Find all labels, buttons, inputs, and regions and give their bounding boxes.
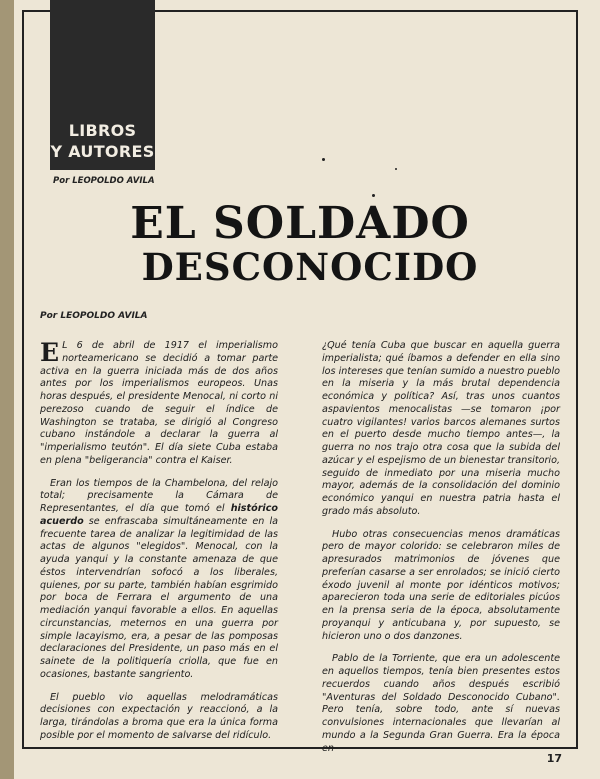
paragraph: Hubo otras consecuencias menos dramáticas pero de mayor colorido: se celebraron miles de apresurados matrimonios de jóvenes que preferían casarse a ser enrolados; se inició cierto éxodo juvenil al monte por idénticos motivos; aparecieron toda una serie de editoriales picúos en la prensa seria de la época, absolutamente proyanqui y anticubana y, por supuesto, se hicieron uno o dos danzones. — [322, 528, 560, 642]
binding-edge — [0, 0, 14, 779]
paragraph: ¿Qué tenía Cuba que buscar en aquella guerra imperialista; qué íbamos a defender en ella sino los intereses que tenían sumido a nuestro pueblo en la miseria y la más brutal dependencia económica y política? Así, tras unos cuantos aspavientos menocalistas —se tomaron ¡por cuatro vigilantes! varios barcos alemanes surtos en el puerto desde mucho tiempo antes—, la guerra no nos trajo otra cosa que la subida del azúcar y el espejismo de un bienestar transitorio, seguido de inmediato por una miseria mucho mayor, además de la consolidación del dominio económico yanqui en nuestra patria hasta el grado más absoluto. — [322, 340, 560, 517]
section-tab — [50, 0, 155, 170]
left-column — [40, 340, 278, 753]
emphasis-text: histórico acuerdo — [40, 503, 278, 527]
article-title-line-2: DESCONOCIDO — [141, 245, 479, 289]
article-byline: Por LEOPOLDO AVILA — [40, 311, 148, 321]
right-column — [322, 340, 560, 765]
section-line-2: Y AUTORES — [50, 142, 155, 161]
section-label — [50, 120, 155, 162]
paragraph: Pablo de la Torriente, que era un adolescente en aquellos tiempos, tenía bien presentes estos recuerdos cuando años después escribió "Aventuras del Soldado Desconocido Cubano". Pero tenía, sobre todo, ante sí nuevas convulsiones internacionales que llevarían al mundo a la Segunda Gran Guerra. Era la época en — [322, 653, 560, 754]
drop-cap: E — [40, 338, 60, 367]
ink-speck — [395, 168, 397, 170]
paragraph: El pueblo vio aquellas melodramáticas decisiones con expectación y reaccionó, a la larga, tirándolas a broma que era la única forma posible por el momento de salvarse del ridículo. — [40, 691, 278, 741]
section-line-1: LIBROS — [68, 121, 137, 140]
page-number: 17 — [546, 752, 562, 765]
paragraph-text: se enfrascaba simultáneamente en la frecuente tarea de analizar la legitimidad de las actas de algunos "elegidos". Menocal, con la ayuda yanqui y la constante amenaza de que éstos intervendrían sofocó a los liberales, quienes, por su parte, también habían esgrimido por boca de Ferrara el argumento de una mediación yanqui favorable a ellos. En aquellas circunstancias, meternos en una guerra por simple lacayismo, era, a pesar de las pomposas declaraciones del Presidente, un paso más en el sainete de la politiquería criolla, que fue en ocasiones, bastante sangriento. — [40, 515, 278, 680]
ink-speck — [372, 194, 375, 197]
paragraph — [40, 340, 278, 468]
paragraph-text: Eran los tiempos de la Chambelona, del relajo total; precisamente la Cámara de Representantes, el día que tomó el — [40, 477, 278, 514]
article-title-line-1: EL SOLDADO — [130, 198, 470, 249]
ink-speck — [322, 158, 325, 161]
paragraph-text: L 6 de abril de 1917 el imperialismo norteamericano se decidió a tomar parte activa en la guerra iniciada más de dos años antes por los imperialismos europeos. Unas horas después, el presidente Menocal, ni corto ni perezoso cuando de seguir el índice de Washington se trataba, se dirigió al Congreso cubano instándole a declarar la guerra al "imperialismo teutón". El día siete Cuba estaba en plena "beligerancia" contra el Kaiser. — [40, 340, 278, 466]
paragraph — [40, 478, 278, 682]
section-byline: Por LEOPOLDO AVILA — [53, 176, 155, 186]
